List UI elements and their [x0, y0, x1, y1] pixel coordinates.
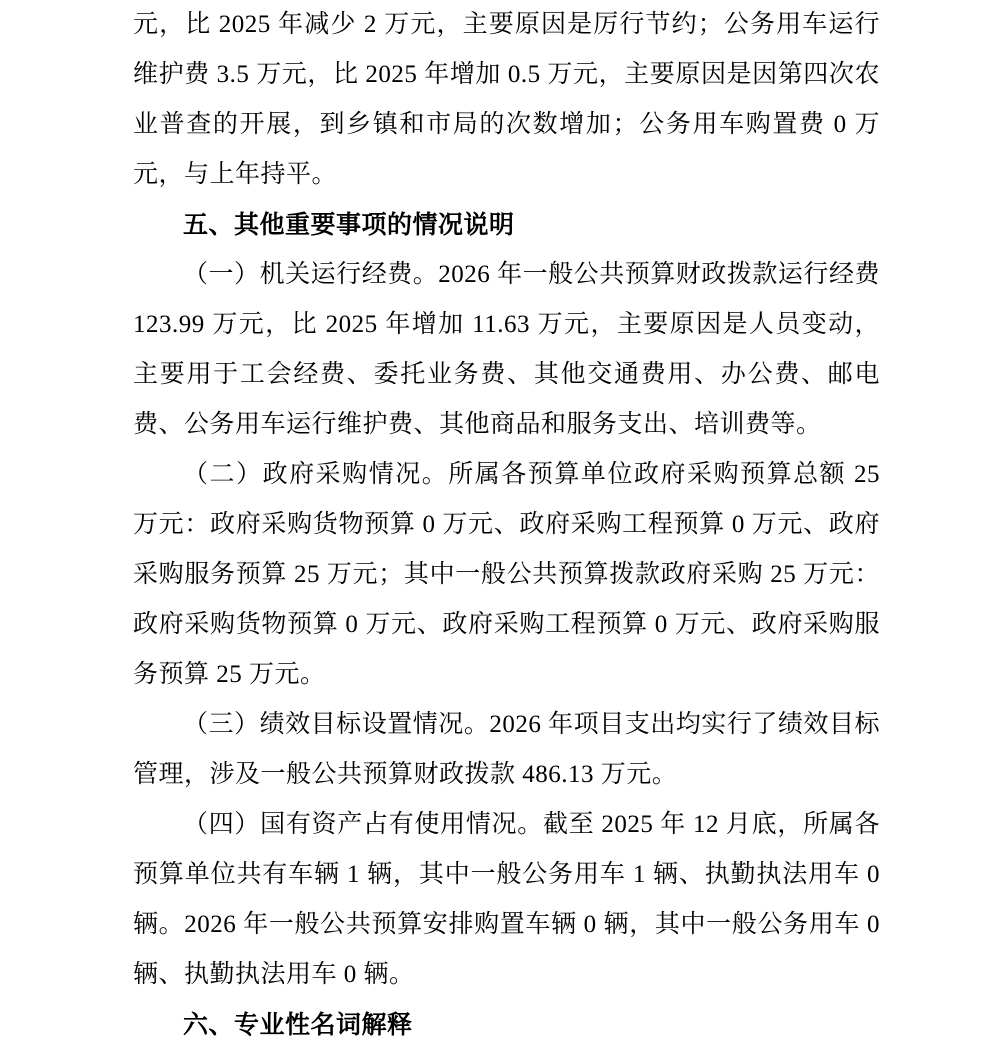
paragraph-agency-operating-expenses: （一）机关运行经费。2026 年一般公共预算财政拨款运行经费 123.99 万元，比 2025 年增加 11.63 万元，主要原因是人员变动，主要用于工会经费、委托业务费、其他交通费用、办公费、邮电费、公务用车运行维护费、其他商品和服务支出、培训费等。 — [133, 261, 880, 438]
paragraph-carryover-vehicle-costs: 元，比 2025 年减少 2 万元，主要原因是厉行节约；公务用车运行维护费 3.5 万元，比 2025 年增加 0.5 万元，主要原因是因第四次农业普查的开展，到乡镇和市局的次数增加；公务用车购置费 0 万元，与上年持平。 — [133, 11, 880, 188]
section-heading-terminology-explanation: 六、专业性名词解释 — [183, 1011, 413, 1039]
paragraph-government-procurement: （二）政府采购情况。所属各预算单位政府采购预算总额 25 万元：政府采购货物预算 0 万元、政府采购工程预算 0 万元、政府采购服务预算 25 万元；其中一般公共预算拨款政府采购 25 万元：政府采购货物预算 0 万元、政府采购工程预算 0 万元、政府采购服务预算 25 万元。 — [133, 461, 880, 688]
paragraph-state-owned-assets-usage: （四）国有资产占有使用情况。截至 2025 年 12 月底，所属各预算单位共有车辆 1 辆，其中一般公务用车 1 辆、执勤执法用车 0 辆。2026 年一般公共预算安排购置车辆 0 辆，其中一般公务用车 0 辆、执勤执法用车 0 辆。 — [133, 811, 880, 988]
paragraph-performance-target-setting: （三）绩效目标设置情况。2026 年项目支出均实行了绩效目标管理，涉及一般公共预算财政拨款 486.13 万元。 — [133, 711, 880, 788]
section-heading-other-important-matters: 五、其他重要事项的情况说明 — [183, 211, 515, 239]
